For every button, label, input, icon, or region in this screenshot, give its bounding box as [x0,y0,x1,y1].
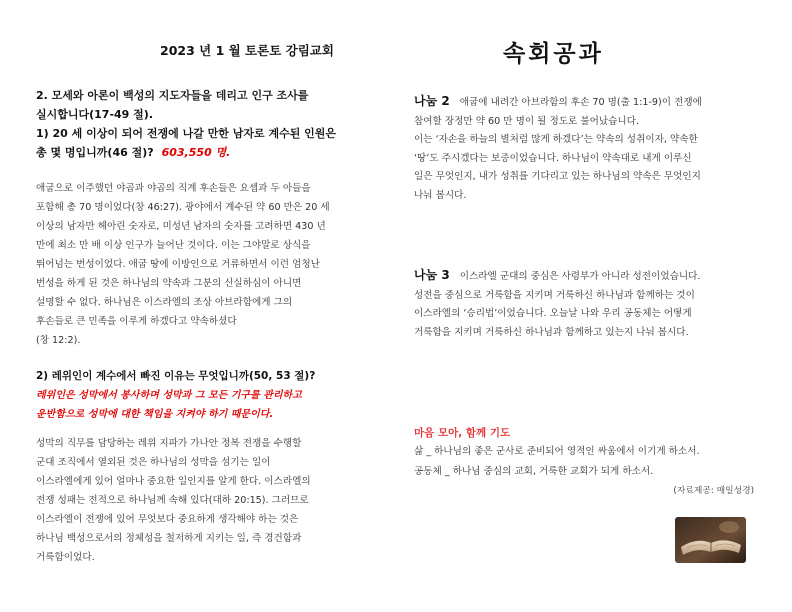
paragraph-2-line: 전쟁 성패는 전적으로 하나님께 속해 있다(대하 20:15). 그러므로 [36,495,309,506]
share-2-first-text: 애굽에 내려간 아브라함의 후손 70 명(출 1:1-9)이 전쟁에 [459,97,702,108]
commentary-paragraph-1 [36,179,381,350]
share-2-line: 나눠 봅시다. [414,189,467,201]
share-3-first-text: 이스라엘 군대의 중심은 사령부가 아니라 성전이었습니다. [459,271,701,282]
source-credit: (자료제공: 매일성경) [673,486,754,496]
answer-line: 레위인은 성막에서 봉사하며 성막과 그 모든 기구를 관리하고 [36,390,302,401]
share-section-2 [414,92,759,205]
commentary-paragraph-2 [36,434,381,567]
share-2-line: 일은 무엇인지, 내가 성취를 기다리고 있는 하나님의 약속은 무엇인지 [414,171,701,182]
question-1-line-3: 1) 20 세 이상이 되어 전쟁에 나갈 만한 남자로 계수된 인원은 [36,127,337,140]
paragraph-1-line: 애굽으로 이주했던 야곱과 야곱의 직계 후손들은 요셉과 두 아들을 [36,183,311,194]
question-1-answer: 603,550 명. [161,146,231,159]
question-1-line-1: 2. 모세와 아론이 백성의 지도자들을 데리고 인구 조사를 [36,89,309,102]
paragraph-2-line: 이스라엘이 전쟁에 있어 무엇보다 중요하게 생각해야 하는 것은 [36,514,299,525]
paragraph-1-line: 뛰어넘는 번성이었다. 애굽 땅에 이방인으로 거류하면서 이런 엄청난 [36,259,320,270]
paragraph-2-line: 성막의 직무를 담당하는 레위 지파가 가나안 정복 전쟁을 수행할 [36,438,302,449]
share-3-first-line [414,266,759,287]
paragraph-1-line: 설명할 수 없다. 하나님은 이스라엘의 조상 아브라함에게 그의 [36,297,293,308]
paragraph-1-line: 포함해 총 70 명이었다(창 46:27). 광야에서 계수된 약 60 만은 20 세 [36,202,330,213]
share-2-first-line [414,92,759,113]
share-3-line: 거룩함을 지키며 거룩하신 하나님과 함께하고 있는지 나눠 봅시다. [414,326,689,338]
paragraph-2-line: 거룩함이었다. [36,552,95,563]
share-2-line: ‘땅’도 주시겠다는 보증이었습니다. 하나님이 약속대로 내게 이루신 [414,152,692,164]
paragraph-1-line: 후손들로 큰 민족을 이루게 하겠다고 약속하셨다 [36,316,237,327]
page-header-title: 2023 년 1 월 토론토 강림교회 [160,43,334,58]
paragraph-2-line: 이스라엘에게 있어 얼마나 중요한 일인지를 알게 한다. 이스라엘의 [36,476,311,487]
prayer-title: 마음 모아, 함께 기도 [414,427,511,439]
prayer-section [414,424,759,481]
question-1-line-4 [36,143,381,162]
question-1-line-2: 실시합니다(17-49 절). [36,108,153,121]
share-3-label: 나눔 3 [414,268,450,282]
share-2-label: 나눔 2 [414,94,450,108]
paragraph-2-line: 하나님 백성으로서의 정체성을 철저하게 지키는 일, 즉 경건함과 [36,533,302,544]
share-2-line: 이는 ‘자손을 하늘의 별처럼 많게 하겠다’는 약속의 성취이자, 약속한 [414,134,698,145]
share-section-3 [414,266,759,342]
prayer-line-community: 공동체 _ 하나님 중심의 교회, 거룩한 교회가 되게 하소서. [414,465,654,477]
prayer-line-life: 삶 _ 하나님의 좋은 군사로 준비되어 영적인 싸움에서 이기게 하소서. [414,446,700,457]
question-1-text: 총 몇 명입니까(46 절)? [36,146,154,159]
paragraph-2-line: 군대 조직에서 열외된 것은 하나님의 성막을 섬기는 일이 [36,457,271,468]
brand-title: 속회공과 [503,40,604,67]
paragraph-1-line: (창 12:2). [36,335,81,346]
question-2-answer [36,386,381,424]
answer-line: 운반함으로 성막에 대한 책임을 지켜야 하기 때문이다. [36,409,274,420]
share-3-line: 이스라엘의 ‘승리법’이었습니다. 오늘날 나와 우리 공동체는 어떻게 [414,308,692,319]
share-2-line: 참여할 장정만 약 60 만 명이 될 정도로 불어났습니다. [414,115,640,127]
paragraph-1-line: 만에 최소 만 배 이상 인구가 늘어난 것이다. 이는 그야말로 상식을 [36,240,311,251]
question-2: 2) 레위인이 계수에서 빠진 이유는 무엇입니까(50, 53 절)? [36,370,316,382]
paragraph-1-line: 이상의 남자만 헤아린 숫자로, 미성년 남자의 숫자를 고려하면 430 년 [36,221,326,232]
question-1 [36,86,381,162]
share-3-line: 성전을 중심으로 거룩함을 지키며 거룩하신 하나님과 함께하는 것이 [414,289,695,301]
open-bible-photo [675,517,746,563]
paragraph-1-line: 번성을 하게 된 것은 하나님의 약속과 그분의 신실하심이 아니면 [36,278,302,289]
